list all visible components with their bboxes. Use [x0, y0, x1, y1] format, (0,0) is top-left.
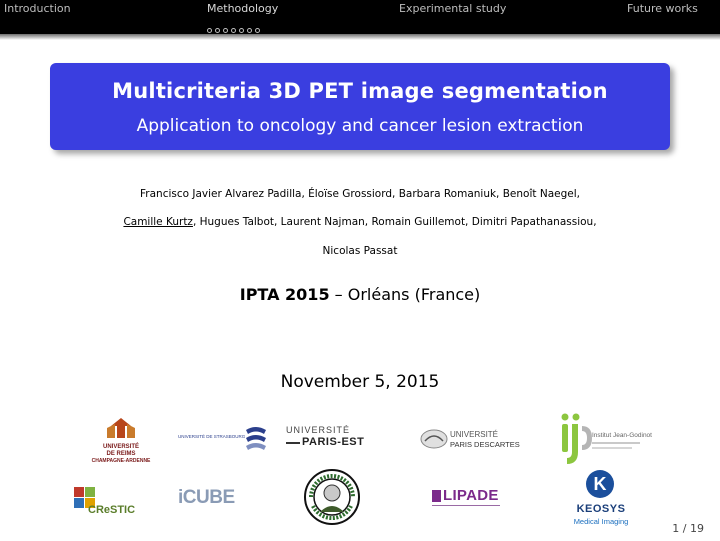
conference-name: IPTA 2015	[239, 285, 330, 304]
authors-line-2	[0, 216, 720, 228]
descartes-top: UNIVERSITÉ	[450, 430, 499, 439]
godinot-rule-2	[592, 447, 632, 449]
keosys-k-icon: K	[586, 470, 614, 498]
logo-keosys	[568, 470, 634, 530]
godinot-ijg-icon	[558, 412, 594, 468]
nav-slide-dot[interactable]	[239, 28, 244, 33]
conference-location: Orléans (France)	[347, 285, 481, 304]
logo-universite-paris-est	[286, 425, 376, 453]
slide-title: Multicriteria 3D PET image segmentation	[112, 79, 608, 103]
nav-experimental-study[interactable]: Experimental study	[399, 2, 507, 15]
nav-slide-dot[interactable]	[223, 28, 228, 33]
lipade-text: LIPADE	[443, 487, 499, 504]
logo-crestic	[72, 485, 136, 519]
slide-subtitle: Application to oncology and cancer lesion extraction	[136, 116, 584, 136]
authors-line-3: Nicolas Passat	[322, 245, 398, 257]
lipade-mark-icon	[432, 490, 441, 502]
presenter-name: Camille Kurtz	[123, 216, 193, 228]
descartes-bottom: PARIS DESCARTES	[450, 440, 520, 449]
logo-universite-paris-descartes	[420, 428, 520, 452]
nav-slide-dot[interactable]	[215, 28, 220, 33]
descartes-emblem-icon	[420, 428, 448, 450]
title-block	[50, 63, 670, 150]
logo-lipade	[432, 488, 506, 510]
section-navbar	[0, 0, 720, 34]
icube-text: iCUBE	[178, 487, 235, 508]
lipade-underline	[432, 505, 500, 506]
presentation-date: November 5, 2015	[280, 372, 440, 392]
gaspard-monge-seal-icon	[303, 468, 361, 526]
logo-universite-reims	[82, 416, 160, 462]
page-current: 1	[672, 522, 680, 535]
logo-universite-strasbourg	[178, 424, 268, 454]
nav-methodology[interactable]: Methodology	[207, 2, 279, 15]
paris-est-top: UNIVERSITÉ	[286, 425, 351, 435]
nav-slide-dot[interactable]	[231, 28, 236, 33]
crestic-text: CReSTIC	[88, 504, 136, 516]
nav-slide-dot[interactable]	[255, 28, 260, 33]
keosys-subtext: Medical Imaging	[573, 517, 629, 526]
godinot-title: Institut Jean-Godinot	[592, 432, 652, 439]
reims-line-2: DE REIMS	[106, 451, 136, 457]
page-number	[672, 522, 704, 535]
authors-line-2-rest: , Hugues Talbot, Laurent Najman, Romain Guillemot, Dimitri Papathanassiou,	[192, 216, 597, 228]
keosys-text: KEOSYS	[576, 503, 626, 515]
page-total: 19	[690, 522, 704, 535]
strasbourg-text: UNIVERSITÉ DE STRASBOURG	[178, 434, 246, 439]
reims-emblem-icon	[101, 416, 141, 440]
reims-line-3: CHAMPAGNE-ARDENNE	[91, 458, 151, 464]
godinot-rule-1	[592, 442, 640, 444]
logo-gaspard-monge-seal	[303, 468, 361, 526]
methodology-slide-dots	[207, 18, 263, 26]
conference-line	[0, 285, 720, 304]
paris-est-dash	[286, 442, 300, 444]
strasbourg-emblem-icon	[244, 424, 268, 452]
authors-line-1: Francisco Javier Alvarez Padilla, Éloïse Grossiord, Barbara Romaniuk, Benoît Naegel,	[140, 188, 580, 200]
reims-line-1: UNIVERSITÉ	[102, 444, 139, 450]
navbar-shadow	[0, 34, 720, 40]
page-separator: /	[679, 522, 690, 535]
nav-slide-dot[interactable]	[247, 28, 252, 33]
nav-introduction[interactable]: Introduction	[4, 2, 71, 15]
logo-institut-jean-godinot	[558, 412, 652, 468]
conference-separator: –	[329, 285, 348, 304]
logo-icube	[178, 487, 242, 511]
nav-slide-dot[interactable]	[207, 28, 212, 33]
nav-future-works[interactable]: Future works	[627, 2, 698, 15]
paris-est-bottom: PARIS-EST	[302, 436, 365, 448]
